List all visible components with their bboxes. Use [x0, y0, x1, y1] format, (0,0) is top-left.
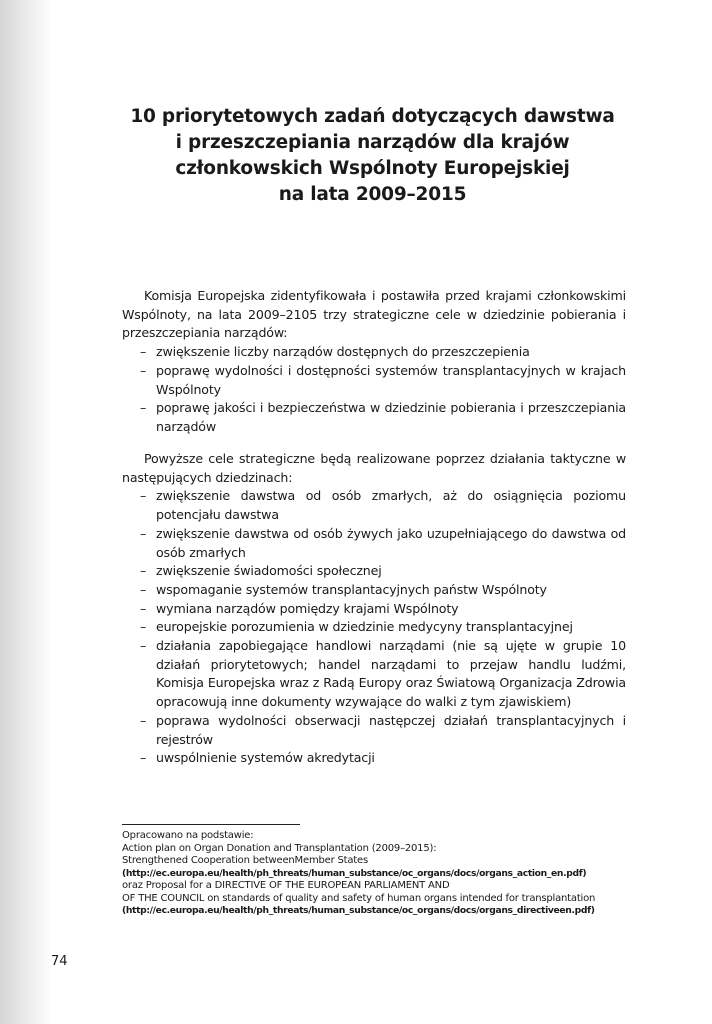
list-item: – uwspólnienie systemów akredytacji	[122, 749, 626, 768]
list-item: – poprawę wydolności i dostępności systemów transplantacyjnych w krajach Wspólnoty	[122, 362, 626, 399]
list-item: – zwiększenie dawstwa od osób zmarłych, aż do osiągnięcia poziomu potencjału dawstwa	[122, 487, 626, 524]
list-item: – poprawę jakości i bezpieczeństwa w dziedzinie pobierania i przeszczepiania narządów	[122, 399, 626, 436]
title-line: członkowskich Wspólnoty Europejskiej	[175, 158, 570, 179]
list-item: – wymiana narządów pomiędzy krajami Wspólnoty	[122, 600, 626, 619]
list-item: – poprawa wydolności obserwacji następczej działań transplantacyjnych i rejestrów	[122, 712, 626, 749]
page-number: 74	[51, 954, 68, 969]
list-item: – zwiększenie świadomości społecznej	[122, 562, 626, 581]
footnote-url: (http://ec.europa.eu/health/ph_threats/human_substance/oc_organs/docs/organs_directiveen.pdf)	[122, 905, 595, 916]
strategic-goals-list	[122, 343, 626, 437]
strategic-goals-section	[122, 287, 626, 437]
list-item: – europejskie porozumienia w dziedzinie medycyny transplantacyjnej	[122, 618, 626, 637]
footnote-line: oraz Proposal for a DIRECTIVE OF THE EUROPEAN PARLIAMENT AND	[122, 880, 450, 891]
footnote	[122, 830, 632, 918]
tactical-actions-intro: Powyższe cele strategiczne będą realizowane poprzez działania taktyczne w następujących dziedzinach:	[122, 451, 626, 485]
tactical-actions-list	[122, 487, 626, 768]
footnote-line: Strengthened Cooperation betweenMember States	[122, 855, 368, 866]
title-line: 10 priorytetowych zadań dotyczących dawstwa	[130, 106, 615, 127]
footnote-line: Opracowano na podstawie:	[122, 830, 254, 841]
footnote-url: (http://ec.europa.eu/health/ph_threats/human_substance/oc_organs/docs/organs_action_en.pdf)	[122, 867, 587, 879]
list-item: – działania zapobiegające handlowi narządami (nie są ujęte w grupie 10 działań priorytetowych; handel narządami to przejaw handlu ludźmi, Komisja Europejska wraz z Radą Europy oraz Światową Organizacja Zdrowia opracowują inne dokumenty wzywające do walki z tym zjawiskiem)	[122, 637, 626, 712]
footnote-line: Action plan on Organ Donation and Transplantation (2009–2015):	[122, 842, 437, 854]
list-item: – zwiększenie liczby narządów dostępnych do przeszczepienia	[122, 343, 626, 362]
page-edge-shadow	[0, 0, 52, 1024]
page-title	[120, 104, 625, 208]
title-line: i przeszczepiania narządów dla krajów	[175, 132, 570, 153]
strategic-goals-intro: Komisja Europejska zidentyfikowała i postawiła przed krajami członkowskimi Wspólnoty, na lata 2009–2105 trzy strategiczne cele w dziedzinie pobierania i przeszczepiania narządów:	[122, 288, 626, 341]
title-line: na lata 2009–2015	[278, 184, 467, 205]
footnote-separator	[122, 824, 300, 825]
footnote-line: OF THE COUNCIL on standards of quality and safety of human organs intended for transplantation	[122, 892, 596, 904]
list-item: – wspomaganie systemów transplantacyjnych państw Wspólnoty	[122, 581, 626, 600]
list-item: – zwiększenie dawstwa od osób żywych jako uzupełniającego do dawstwa od osób zmarłych	[122, 525, 626, 562]
tactical-actions-section	[122, 450, 626, 768]
